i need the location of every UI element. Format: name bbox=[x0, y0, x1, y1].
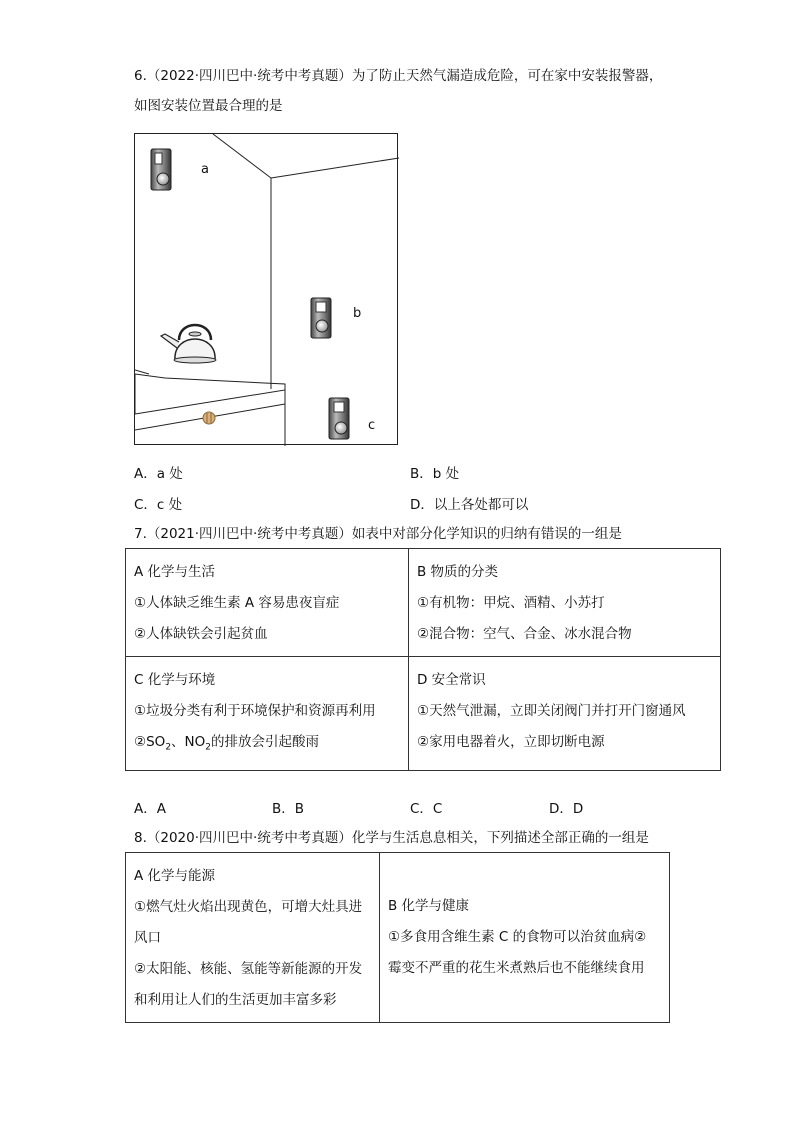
q7-c-line1: ①垃圾分类有利于环境保护和资源再利用 bbox=[134, 703, 376, 719]
label-c: c bbox=[368, 418, 376, 433]
ceiling-edge-left bbox=[213, 134, 271, 178]
q6-option-d[interactable]: D．以上各处都可以 bbox=[410, 497, 529, 513]
q8-stem: 8.（2020·四川巴中·统考中考真题）化学与生活息息相关，下列描述全部正确的一组是 bbox=[134, 830, 649, 846]
q7-a-line2: ②人体缺铁会引起贫血 bbox=[134, 626, 268, 642]
detector-b-icon bbox=[311, 298, 331, 338]
q8-a-line1a: ①燃气灶火焰出现黄色，可增大灶具进 bbox=[134, 899, 363, 915]
q8-a-line1b: 风口 bbox=[134, 930, 161, 946]
detector-c-icon bbox=[329, 398, 349, 439]
q7-stem: 7.（2021·四川巴中·统考中考真题）如表中对部分化学知识的归纳有错误的一组是 bbox=[134, 526, 622, 542]
q7-option-b[interactable]: B．B bbox=[272, 801, 305, 817]
label-a: a bbox=[201, 162, 209, 177]
q7-d-title: D 安全常识 bbox=[417, 672, 486, 688]
q7-b-title: B 物质的分类 bbox=[417, 564, 499, 580]
q6-option-b[interactable]: B．b 处 bbox=[410, 466, 460, 482]
q6-option-c[interactable]: C．c 处 bbox=[134, 497, 183, 513]
q7-cell-d bbox=[409, 657, 721, 771]
q7-a-title: A 化学与生活 bbox=[134, 564, 216, 580]
label-b: b bbox=[353, 306, 362, 321]
q7-option-d[interactable]: D．D bbox=[549, 801, 584, 817]
q6-stem-line2: 如图安装位置最合理的是 bbox=[134, 98, 283, 114]
q6-figure-room bbox=[134, 133, 398, 445]
q8-cell-a bbox=[126, 853, 380, 1023]
q7-b-line1: ①有机物：甲烷、酒精、小苏打 bbox=[417, 595, 605, 611]
q7-c-title: C 化学与环境 bbox=[134, 672, 216, 688]
q7-d-line1: ①天然气泄漏，立即关闭阀门并打开门窗通风 bbox=[417, 703, 686, 719]
q8-knowledge-table bbox=[125, 852, 670, 1023]
q8-a-line2a: ②太阳能、核能、氢能等新能源的开发 bbox=[134, 961, 363, 977]
q8-a-line2b: 和利用让人们的生活更加丰富多彩 bbox=[134, 992, 337, 1008]
q7-c-line2: $②SO_2$、$NO_2$的排放会引起酸雨 bbox=[134, 734, 320, 753]
q8-cell-b bbox=[380, 853, 670, 1023]
q6-option-a[interactable]: A．a 处 bbox=[134, 466, 183, 482]
q6-stem-line1: 6.（2022·四川巴中·统考中考真题）为了防止天然气漏造成危险，可在家中安装报警器， bbox=[134, 68, 663, 84]
q7-knowledge-table bbox=[125, 548, 721, 771]
q7-cell-a bbox=[126, 549, 409, 657]
q7-a-line1: ①人体缺乏维生素 A 容易患夜盲症 bbox=[134, 595, 340, 611]
gas-valve-icon bbox=[203, 412, 215, 424]
q8-a-title: A 化学与能源 bbox=[134, 868, 216, 884]
q8-b-title: B 化学与健康 bbox=[388, 898, 470, 914]
room-illustration bbox=[135, 134, 399, 446]
q8-b-line1a: ①多食用含维生素 C 的食物可以治贫血病② bbox=[388, 929, 647, 945]
detector-a-icon bbox=[151, 149, 171, 190]
q7-cell-c bbox=[126, 657, 409, 771]
q7-cell-b bbox=[409, 549, 721, 657]
ceiling-edge-right bbox=[271, 158, 399, 178]
q7-option-a[interactable]: A．A bbox=[134, 801, 166, 817]
q7-d-line2: ②家用电器着火，立即切断电源 bbox=[417, 734, 605, 750]
q7-b-line2: ②混合物：空气、合金、冰水混合物 bbox=[417, 626, 632, 642]
q8-b-line1b: 霉变不严重的花生米煮熟后也不能继续食用 bbox=[388, 960, 645, 976]
q7-option-c[interactable]: C．C bbox=[410, 801, 443, 817]
kettle-icon bbox=[161, 325, 216, 363]
